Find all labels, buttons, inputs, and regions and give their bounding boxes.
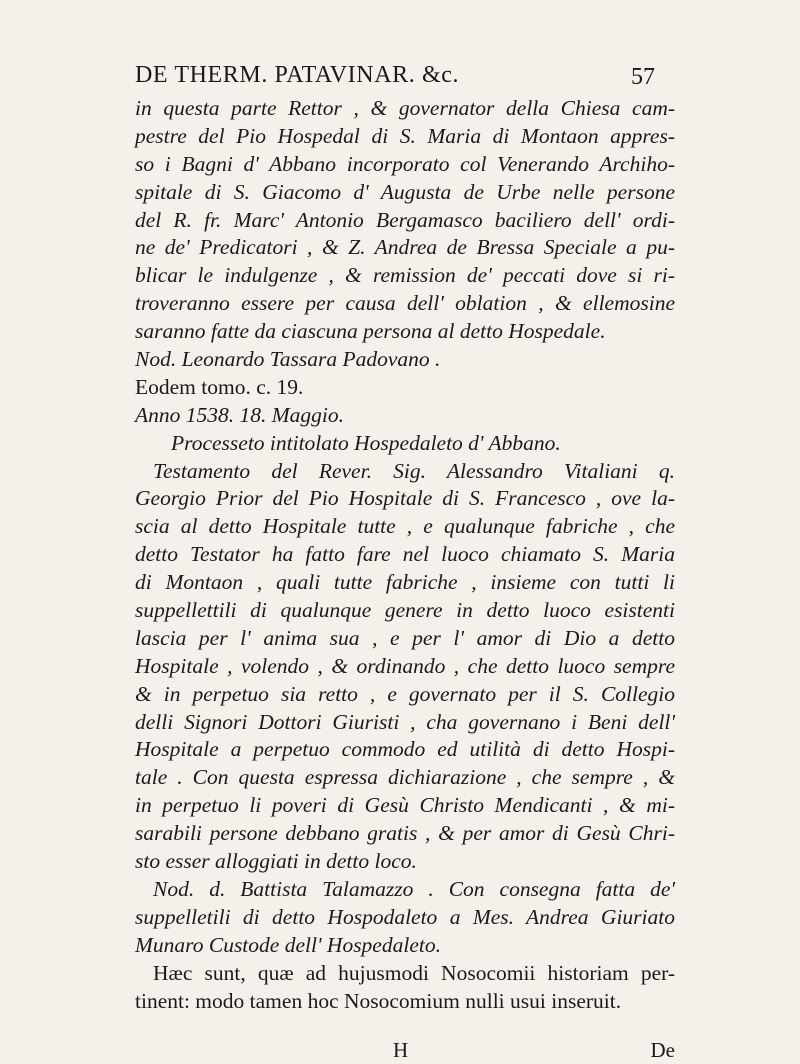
date-line: Anno 1538. 18. Maggio. <box>135 402 345 427</box>
text-line: spitale di S. Giacomo d' Augusta de Urbe nelle persone <box>135 179 675 204</box>
text-line: Hospitale , volendo , & ordinando , che detto luoco sempre <box>135 653 675 678</box>
text-line: Testamento del Rever. Sig. Alessandro Vitaliani q. <box>153 458 675 483</box>
catchword: De <box>650 1038 675 1062</box>
text-line: lascia per l' anima sua , e per l' amor di Dio a detto <box>135 625 675 650</box>
text-line: Munaro Custode dell' Hospedaleto. <box>135 932 441 957</box>
document-title: Processeto intitolato Hospedaleto d' Abbano. <box>171 430 561 455</box>
running-title: DE THERM. PATAVINAR. &c. <box>135 62 460 88</box>
text-line: in questa parte Rettor , & governator della Chiesa cam- <box>135 96 675 120</box>
text-line: suppelletili di detto Hospodaleto a Mes. Andrea Giuriato <box>135 904 675 929</box>
running-head <box>135 62 655 92</box>
text-line: detto Testator ha fatto fare nel luoco chiamato S. Maria <box>135 542 675 567</box>
text-line: suppellettili di qualunque genere in detto luoco esistenti <box>135 598 675 623</box>
text-line: Georgio Prior del Pio Hospitale di S. Francesco , ove la- <box>135 486 675 511</box>
text-line: Hospitale a perpetuo commodo ed utilità di detto Hospi- <box>135 737 675 762</box>
text-line: pestre del Pio Hospedal di S. Maria di Montaon appres- <box>135 123 675 148</box>
text-line: tale . Con questa espressa dichiarazione , che sempre , & <box>135 765 675 790</box>
text-line: saranno fatte da ciascuna persona al detto Hospedale. <box>135 319 606 344</box>
latin-text-line: tinent: modo tamen hoc Nosocomium nulli usui inseruit. <box>135 988 622 1013</box>
page-number: 57 <box>631 64 655 90</box>
body-text <box>135 95 675 1015</box>
text-line: scia al detto Hospitale tutte , e qualunque fabriche , che <box>135 514 675 539</box>
latin-text-line: Hæc sunt, quæ ad hujusmodi Nosocomii historiam per- <box>153 960 675 985</box>
catchline <box>135 1038 675 1064</box>
text-line: ne de' Predicatori , & Z. Andrea de Bressa Speciale a pu- <box>135 235 675 260</box>
text-line: del R. fr. Marc' Antonio Bergamasco baciliero dell' ordi- <box>135 207 675 232</box>
notary-line: Nod. Leonardo Tassara Padovano . <box>135 347 441 372</box>
text-line: blicar le indulgenze , & remission de' peccati dove si ri- <box>135 263 675 288</box>
notary-line: Nod. d. Battista Talamazzo . Con consegna fatta de' <box>153 876 675 901</box>
text-line: in perpetuo li poveri di Gesù Christo Mendicanti , & mi- <box>135 793 675 818</box>
text-line: sto esser alloggiati in detto loco. <box>135 849 417 874</box>
text-line: & in perpetuo sia retto , e governato per il S. Collegio <box>135 681 675 706</box>
text-line: delli Signori Dottori Giuristi , cha governano i Beni dell' <box>135 709 675 734</box>
source-reference: Eodem tomo. c. 19. <box>135 374 304 399</box>
text-line: so i Bagni d' Abbano incorporato col Venerando Archiho- <box>135 151 675 176</box>
text-line: troveranno essere per causa dell' oblation , & ellemosine <box>135 291 675 316</box>
signature-mark: H <box>393 1038 409 1062</box>
text-line: di Montaon , quali tutte fabriche , insieme con tutti li <box>135 570 675 595</box>
text-line: sarabili persone debbano gratis , & per amor di Gesù Chri- <box>135 821 675 846</box>
